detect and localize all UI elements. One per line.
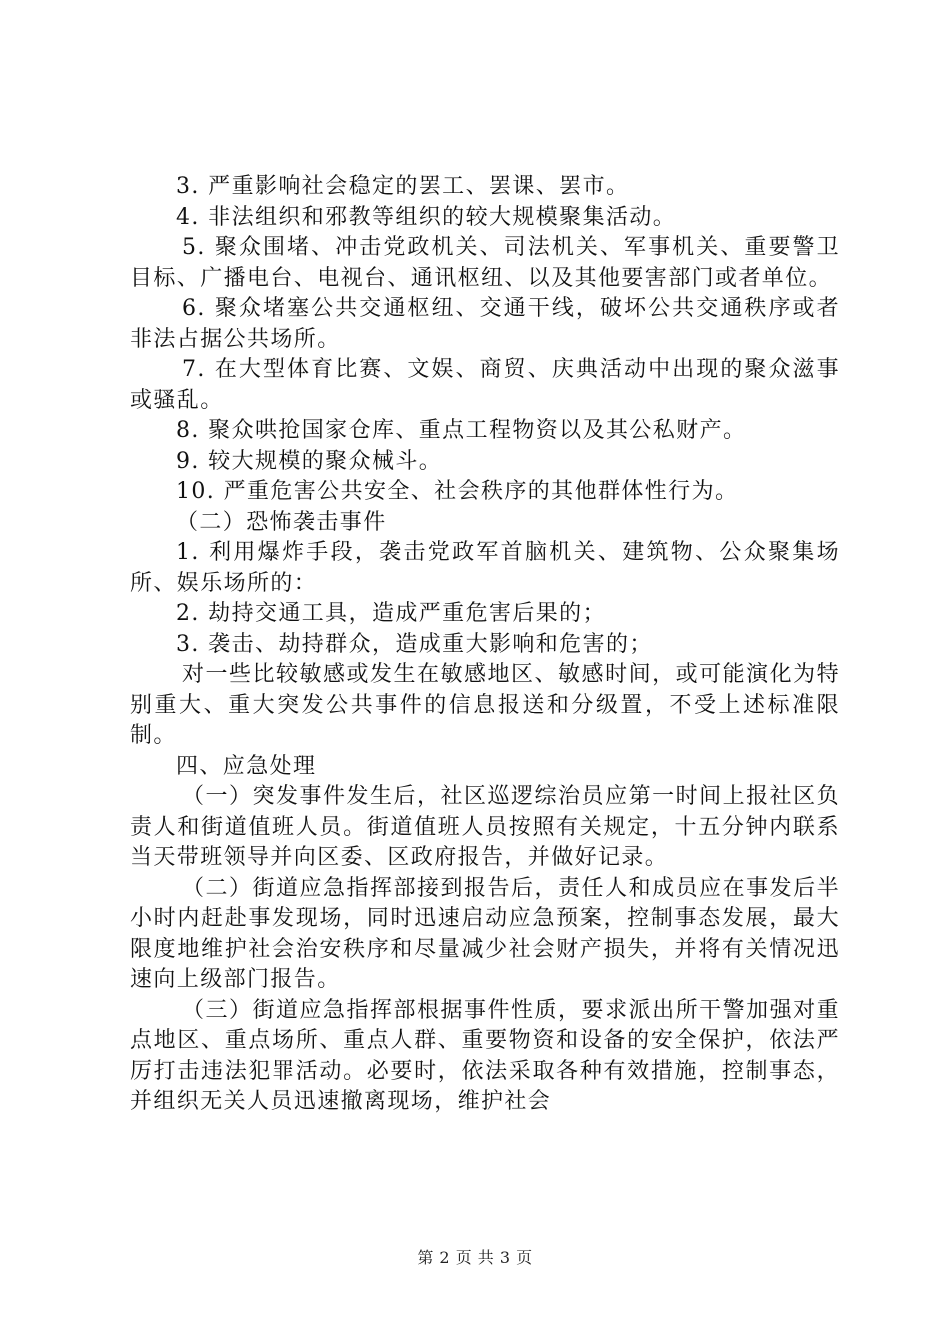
paragraph-emergency-3: （三）街道应急指挥部根据事件性质，要求派出所干警加强对重点地区、重点场所、重点人群、重要物资和设备的安全保护，依法严厉打击违法犯罪活动。必要时，依法采取各种有效措施，控制事态，并组织无关人员迅速撤离现场，维护社会 (130, 997, 840, 1114)
section-heading-terror-attack: （二）恐怖袭击事件 (176, 509, 387, 535)
document-body (130, 172, 840, 1118)
paragraph-item-6: 6. 聚众堵塞公共交通枢纽、交通干线，破坏公共交通秩序或者非法占据公共场所。 (130, 296, 840, 352)
paragraph-terror-item-2: 2. 劫持交通工具，造成严重危害后果的； (176, 601, 606, 626)
paragraph-item-4: 4. 非法组织和邪教等组织的较大规模聚集活动。 (176, 204, 677, 230)
paragraph-item-8: 8. 聚众哄抢国家仓库、重点工程物资以及其公私财产。 (176, 418, 747, 443)
section-heading-emergency-handling: 四、应急处理 (176, 753, 317, 779)
paragraph-terror-item-3: 3. 袭击、劫持群众，造成重大影响和危害的； (176, 631, 653, 657)
paragraph-terror-item-1: 1. 利用爆炸手段，袭击党政军首脑机关、建筑物、公众聚集场所、娱乐场所的： (130, 540, 840, 596)
paragraph-emergency-1: （一）突发事件发生后，社区巡逻综治员应第一时间上报社区负责人和街道值班人员。街道值班人员按照有关规定，十五分钟内联系当天带班领导并向区委、区政府报告，并做好记录。 (130, 784, 840, 870)
paragraph-sensitive-note: 对一些比较敏感或发生在敏感地区、敏感时间，或可能演化为特别重大、重大突发公共事件的信息报送和分级置，不受上述标准限制。 (130, 662, 840, 748)
paragraph-item-3: 3. 严重影响社会稳定的罢工、罢课、罢市。 (176, 174, 630, 199)
page-number-footer: 第 2 页 共 3 页 (417, 1248, 533, 1267)
paragraph-emergency-2: （二）街道应急指挥部接到报告后，责任人和成员应在事发后半小时内赶赴事发现场，同时迅速启动应急预案，控制事态发展，最大限度地维护社会治安秩序和尽量减少社会财产损失，并将有关情况迅速向上级部门报告。 (130, 875, 840, 992)
paragraph-item-7: 7. 在大型体育比赛、文娱、商贸、庆典活动中出现的聚众滋事或骚乱。 (130, 357, 840, 413)
paragraph-item-5: 5. 聚众围堵、冲击党政机关、司法机关、军事机关、重要警卫目标、广播电台、电视台、通讯枢纽、以及其他要害部门或者单位。 (130, 235, 840, 291)
paragraph-item-10: 10. 严重危害公共安全、社会秩序的其他群体性行为。 (176, 479, 739, 504)
paragraph-item-9: 9. 较大规模的聚众械斗。 (176, 448, 443, 474)
